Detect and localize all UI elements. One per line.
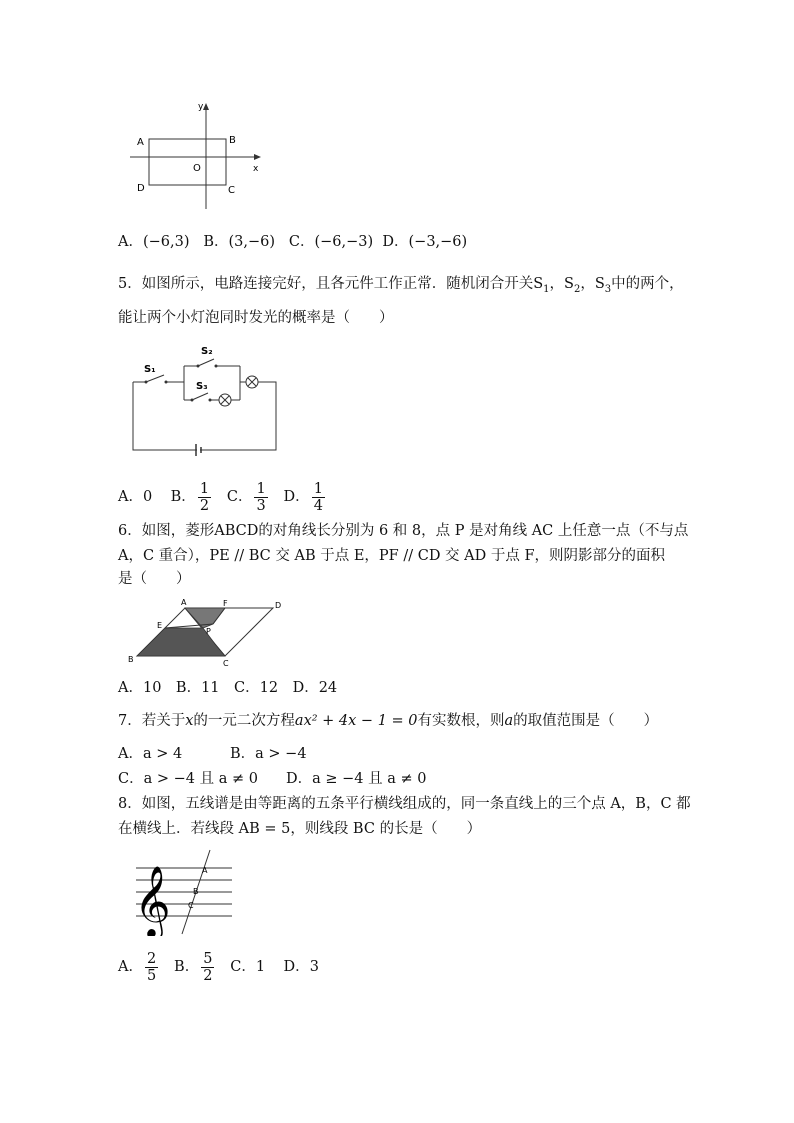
q5-option-b: B． $\frac{1}{2}$ bbox=[170, 480, 210, 514]
q7-option-b: B．a > −4 bbox=[230, 746, 307, 762]
treble-clef-icon: 𝄞 bbox=[134, 864, 171, 936]
q4-option-d: D．(−3,−6) bbox=[382, 234, 468, 250]
label-C: C bbox=[228, 185, 235, 196]
q8-option-d: D．3 bbox=[283, 959, 319, 975]
q8-option-a: A． $\frac{2}{5}$ bbox=[118, 950, 157, 984]
label-s1: S₁ bbox=[144, 364, 156, 375]
q8-option-c: C．1 bbox=[230, 959, 266, 975]
label-s3: S₃ bbox=[196, 381, 208, 392]
coordinate-figure bbox=[125, 95, 270, 215]
q7-option-c: C．a > −4 且 a ≠ 0 bbox=[118, 771, 258, 787]
label-F: F bbox=[223, 599, 228, 608]
q5-stem-line2: 能让两个小灯泡同时发光的概率是（ ） bbox=[118, 310, 394, 326]
q8-option-b: B． $\frac{5}{2}$ bbox=[174, 950, 213, 984]
q6-stem-line1: 6．如图，菱形ABCD的对角线长分别为 6 和 8，点 P 是对角线 AC 上任意一点（不与点 bbox=[118, 523, 689, 539]
label-C: C bbox=[223, 659, 229, 668]
q6-stem-line2: A，C 重合），PE // BC 交 AB 于点 E，PF // CD 交 AD 于点 F，则阴影部分的面积 bbox=[118, 548, 666, 564]
label-y: y bbox=[198, 102, 204, 112]
q5-option-d: D． $\frac{1}{4}$ bbox=[283, 480, 323, 514]
q8-options bbox=[118, 948, 319, 986]
q5-option-c: C． $\frac{1}{3}$ bbox=[226, 480, 266, 514]
q4-option-c: C．(−6,−3) bbox=[288, 234, 374, 250]
q5-option-a: A．0 bbox=[118, 489, 153, 505]
label-D: D bbox=[137, 183, 145, 194]
q6-stem-line3: 是（ ） bbox=[118, 571, 191, 587]
label-A: A bbox=[181, 598, 187, 607]
q4-options bbox=[118, 232, 467, 252]
q7-equation: ax² + 4x − 1 = 0 bbox=[294, 713, 418, 729]
label-D: D bbox=[275, 601, 282, 610]
label-B: B bbox=[193, 887, 199, 896]
label-B: B bbox=[229, 135, 236, 146]
label-x: x bbox=[253, 164, 259, 174]
label-A: A bbox=[202, 866, 208, 875]
label-O: O bbox=[193, 163, 201, 174]
q4-option-a: A．(−6,3) bbox=[118, 234, 190, 250]
label-s2: S₂ bbox=[201, 346, 213, 357]
q4-option-b: B．(3,−6) bbox=[203, 234, 276, 250]
staff-figure bbox=[132, 846, 237, 936]
q6-options: A．10 B．11 C．12 D．24 bbox=[118, 680, 338, 696]
q7-option-d: D．a ≥ −4 且 a ≠ 0 bbox=[286, 771, 427, 787]
rhombus-figure bbox=[125, 598, 290, 670]
label-A: A bbox=[137, 137, 144, 148]
label-E: E bbox=[157, 621, 163, 630]
q7-option-a: A．a > 4 bbox=[118, 746, 183, 762]
label-C: C bbox=[188, 901, 194, 910]
circuit-figure bbox=[128, 340, 280, 458]
q7-stem: 7．若关于x的一元二次方程ax² + 4x − 1 = 0有实数根，则a的取值范围是（ ） bbox=[118, 713, 659, 729]
q5-stem-line1: 5．如图所示，电路连接完好，且各元件工作正常．随机闭合开关$S_1$，$S_2$，$S_3$中的两个， bbox=[118, 276, 684, 295]
label-B: B bbox=[128, 655, 134, 664]
q8-stem-line1: 8．如图，五线谱是由等距离的五条平行横线组成的，同一条直线上的三个点 A，B，C 都 bbox=[118, 796, 691, 812]
label-P: P bbox=[206, 627, 211, 636]
q5-options bbox=[118, 478, 327, 516]
q8-stem-line2: 在横线上．若线段 AB = 5，则线段 BC 的长是（ ） bbox=[118, 821, 482, 837]
